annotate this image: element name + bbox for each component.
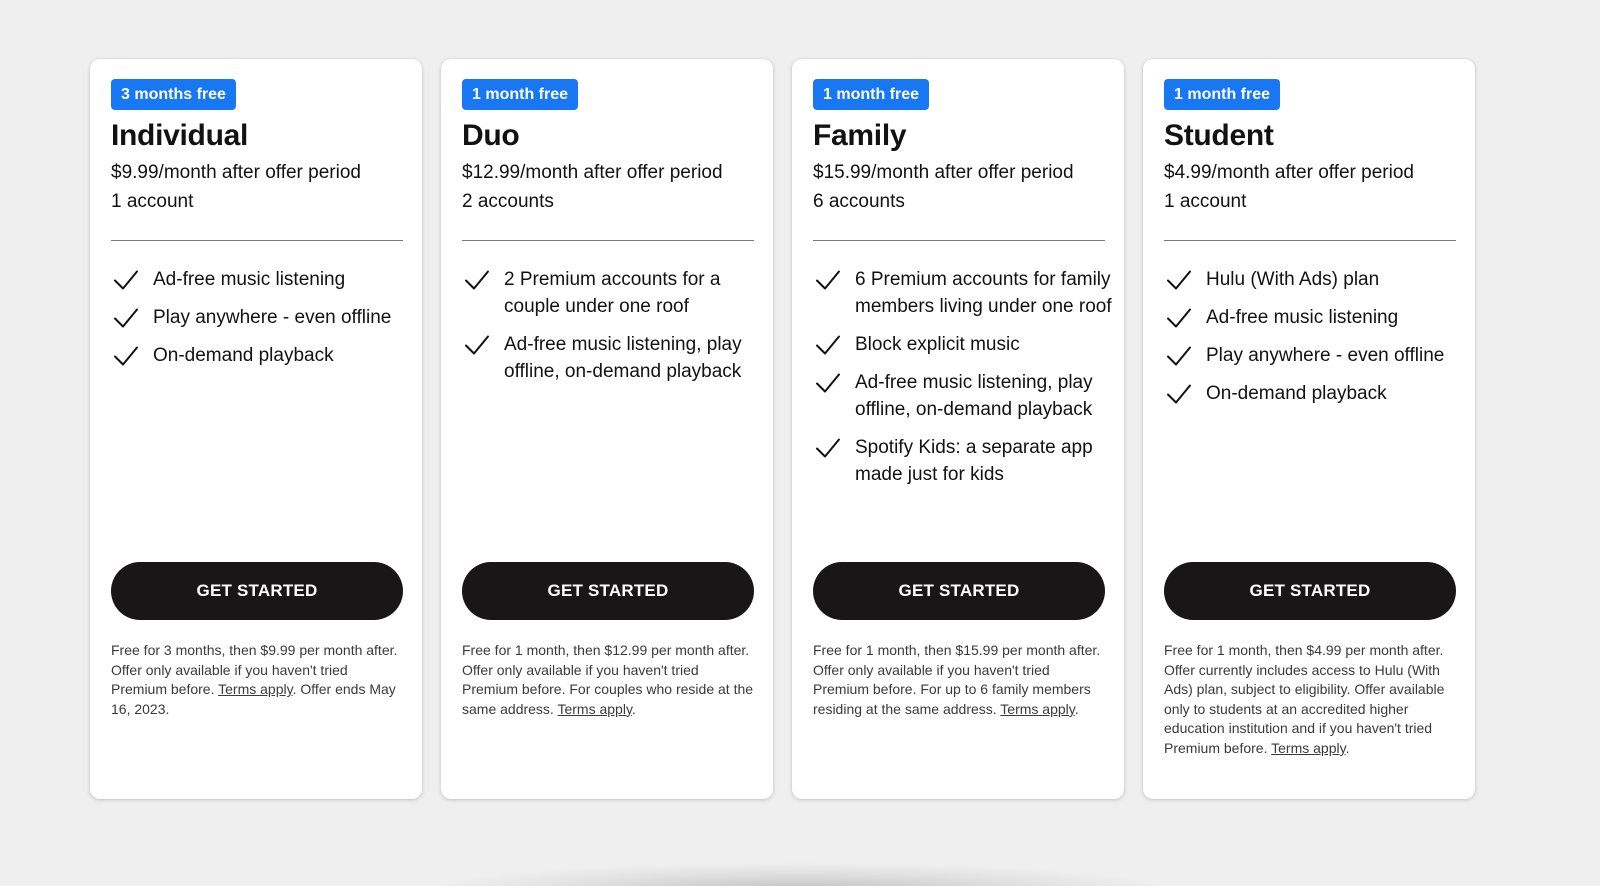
divider bbox=[1164, 240, 1456, 241]
feature-text: Play anywhere - even offline bbox=[1206, 345, 1445, 366]
offer-badge: 1 month free bbox=[462, 79, 578, 110]
plan-price: $15.99/month after offer period bbox=[813, 162, 1074, 183]
divider bbox=[813, 240, 1105, 241]
feature-text: On-demand playback bbox=[153, 345, 334, 366]
fine-print-text: Free for 1 month, then $4.99 per month after. Offer currently includes access to Hulu (With Ads) plan, subject to eligibility. Offer available only to students at an accredited higher education institution and if you haven't tried Premium before. bbox=[1164, 642, 1445, 756]
feature-item bbox=[462, 331, 762, 385]
feature-text: Spotify Kids: a separate app made just for kids bbox=[855, 437, 1093, 485]
terms-link[interactable]: Terms apply bbox=[218, 681, 293, 698]
checkmark-icon bbox=[1166, 306, 1192, 330]
plan-price: $4.99/month after offer period bbox=[1164, 162, 1414, 183]
feature-item bbox=[1164, 266, 1464, 293]
plan-card-family bbox=[792, 59, 1124, 799]
feature-list bbox=[1164, 266, 1464, 418]
plan-name: Student bbox=[1164, 119, 1274, 152]
plan-name: Family bbox=[813, 119, 907, 152]
offer-badge: 3 months free bbox=[111, 79, 236, 110]
feature-text: Ad-free music listening, play offline, on-demand playback bbox=[855, 372, 1093, 420]
plan-accounts: 1 account bbox=[1164, 191, 1247, 212]
checkmark-icon bbox=[113, 268, 139, 292]
feature-text: Ad-free music listening, play offline, on-demand playback bbox=[504, 334, 742, 382]
fine-print-text: . Offer ends May 16, 2023. bbox=[111, 681, 396, 717]
feature-item bbox=[1164, 342, 1464, 369]
fine-print-text: Free for 1 month, then $15.99 per month after. Offer only available if you haven't tried Premium before. For up to 6 family members residing at the same address. bbox=[813, 642, 1101, 717]
plan-price: $9.99/month after offer period bbox=[111, 162, 361, 183]
feature-text: Ad-free music listening bbox=[1206, 307, 1399, 328]
feature-text: Play anywhere - even offline bbox=[153, 307, 392, 328]
checkmark-icon bbox=[1166, 382, 1192, 406]
fine-print-text: Free for 1 month, then $12.99 per month after. Offer only available if you haven't tried Premium before. For couples who reside at the same address. bbox=[462, 642, 754, 717]
checkmark-icon bbox=[815, 371, 841, 395]
plan-cards bbox=[90, 59, 1475, 799]
checkmark-icon bbox=[1166, 268, 1192, 292]
divider bbox=[111, 240, 403, 241]
fine-print bbox=[1164, 641, 1460, 759]
feature-item bbox=[111, 266, 411, 293]
get-started-button[interactable]: GET STARTED bbox=[1164, 562, 1456, 620]
feature-text: Block explicit music bbox=[855, 334, 1020, 355]
fine-print-text: . bbox=[631, 700, 636, 717]
fine-print bbox=[462, 641, 758, 719]
feature-item bbox=[1164, 380, 1464, 407]
plan-accounts: 2 accounts bbox=[462, 191, 554, 212]
terms-link[interactable]: Terms apply bbox=[1271, 739, 1346, 756]
offer-badge: 1 month free bbox=[1164, 79, 1280, 110]
feature-item bbox=[813, 369, 1113, 423]
feature-item bbox=[813, 266, 1113, 320]
get-started-button[interactable]: GET STARTED bbox=[111, 562, 403, 620]
feature-item bbox=[111, 342, 411, 369]
terms-link[interactable]: Terms apply bbox=[1000, 700, 1075, 717]
feature-text: Hulu (With Ads) plan bbox=[1206, 269, 1380, 290]
feature-item bbox=[813, 434, 1113, 488]
get-started-button[interactable]: GET STARTED bbox=[813, 562, 1105, 620]
plan-card-individual bbox=[90, 59, 422, 799]
checkmark-icon bbox=[113, 344, 139, 368]
checkmark-icon bbox=[113, 306, 139, 330]
checkmark-icon bbox=[815, 333, 841, 357]
plan-accounts: 1 account bbox=[111, 191, 194, 212]
feature-text: 6 Premium accounts for family members living under one roof bbox=[855, 269, 1112, 317]
plan-accounts: 6 accounts bbox=[813, 191, 905, 212]
checkmark-icon bbox=[464, 268, 490, 292]
feature-list bbox=[111, 266, 411, 380]
fine-print bbox=[813, 641, 1109, 719]
checkmark-icon bbox=[1166, 344, 1192, 368]
fine-print-text: . bbox=[1345, 739, 1350, 756]
fine-print bbox=[111, 641, 407, 719]
feature-text: Ad-free music listening bbox=[153, 269, 346, 290]
feature-text: On-demand playback bbox=[1206, 383, 1387, 404]
fine-print-text: . bbox=[1074, 700, 1079, 717]
checkmark-icon bbox=[815, 436, 841, 460]
divider bbox=[462, 240, 754, 241]
fine-print-text: Free for 3 months, then $9.99 per month after. Offer only available if you haven't tried Premium before. bbox=[111, 642, 398, 698]
bottom-shadow bbox=[420, 862, 1180, 886]
plan-card-student bbox=[1143, 59, 1475, 799]
get-started-button[interactable]: GET STARTED bbox=[462, 562, 754, 620]
checkmark-icon bbox=[815, 268, 841, 292]
plan-name: Duo bbox=[462, 119, 520, 152]
checkmark-icon bbox=[464, 333, 490, 357]
feature-item bbox=[462, 266, 762, 320]
feature-item bbox=[111, 304, 411, 331]
offer-badge: 1 month free bbox=[813, 79, 929, 110]
feature-item bbox=[813, 331, 1113, 358]
feature-list bbox=[462, 266, 762, 396]
feature-item bbox=[1164, 304, 1464, 331]
plan-name: Individual bbox=[111, 119, 249, 152]
terms-link[interactable]: Terms apply bbox=[557, 700, 632, 717]
plan-price: $12.99/month after offer period bbox=[462, 162, 723, 183]
feature-text: 2 Premium accounts for a couple under one roof bbox=[504, 269, 721, 317]
feature-list bbox=[813, 266, 1113, 499]
plan-card-duo bbox=[441, 59, 773, 799]
